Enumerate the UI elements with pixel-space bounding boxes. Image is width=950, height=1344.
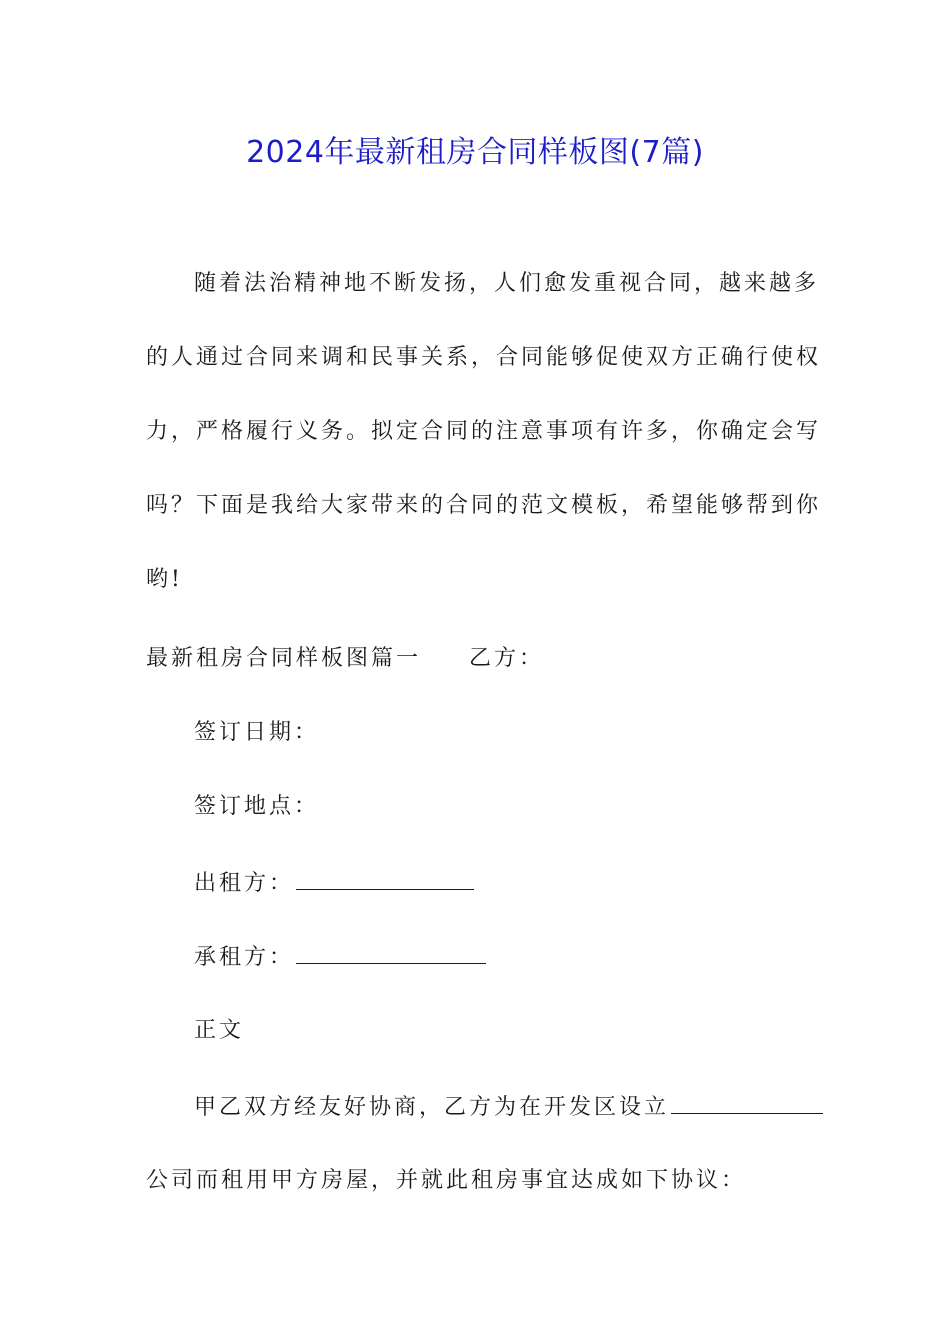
section-heading-row [146, 639, 806, 679]
lessee-blank[interactable] [296, 937, 486, 964]
lessor-row [194, 863, 854, 904]
intro-line-2: 的人通过合同来调和民事关系，合同能够促使双方正确行使权 [146, 345, 822, 370]
document-title: 2024年最新租房合同样板图(7篇) [246, 135, 704, 170]
agreement-line-2: 公司而租用甲方房屋，并就此租房事宜达成如下协议： [146, 1168, 747, 1193]
lessor-label: 出租方： [194, 871, 295, 896]
intro-line-4: 吗？下面是我给大家带来的合同的范文模板，希望能够帮到你 [146, 493, 822, 518]
agreement-row-1 [194, 1087, 854, 1128]
intro-line-1: 随着法治精神地不断发扬，人们愈发重视合同，越来越多 [194, 271, 820, 296]
party-b-label: 乙方： [469, 646, 545, 671]
lessee-label: 承租方： [194, 945, 295, 970]
intro-line-5: 哟! [146, 567, 183, 592]
company-blank[interactable] [671, 1087, 823, 1114]
lessee-row [194, 937, 854, 978]
sign-place-label: 签订地点： [194, 794, 320, 819]
lessor-blank[interactable] [296, 863, 474, 890]
intro-line-3: 力，严格履行义务。拟定合同的注意事项有许多，你确定会写 [146, 419, 822, 444]
section-heading: 最新租房合同样板图篇一 [146, 646, 422, 671]
sign-date-label: 签订日期： [194, 720, 320, 745]
body-heading: 正文 [194, 1018, 245, 1043]
agreement-line-1: 甲乙双方经友好协商，乙方为在开发区设立 [194, 1095, 670, 1120]
